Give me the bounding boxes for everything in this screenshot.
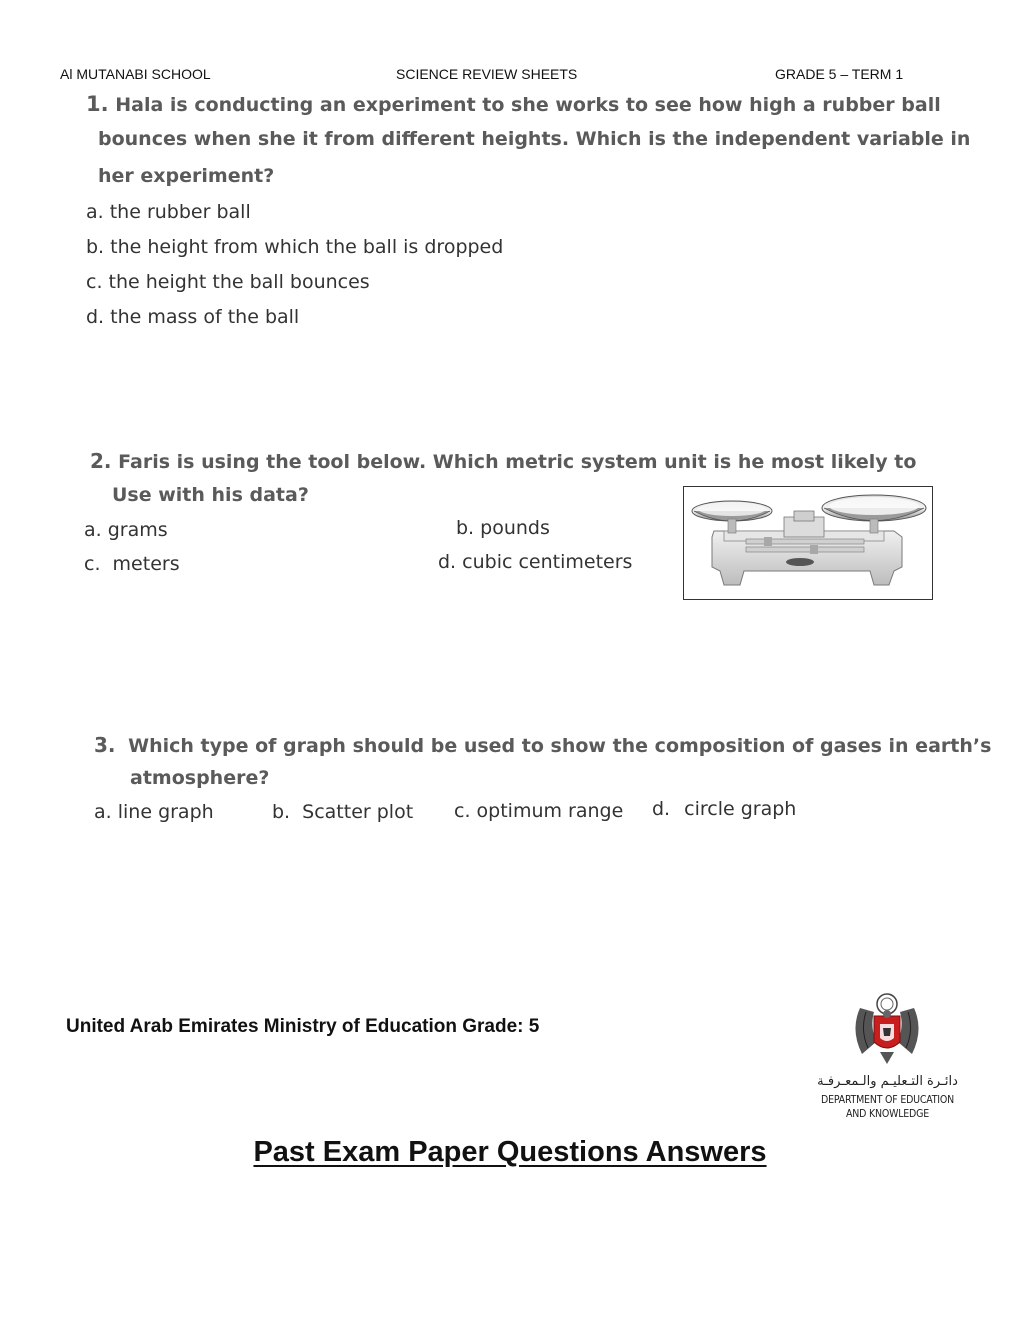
question-3-option-b: b. Scatter plot bbox=[272, 801, 414, 823]
question-3-option-a: a. line graph bbox=[94, 801, 214, 823]
question-1-line-1: 1. Hala is conducting an experiment to she works to see how high a rubber ball bbox=[86, 92, 941, 116]
page-title: Past Exam Paper Questions Answers bbox=[253, 1136, 767, 1168]
question-1-line-2: bounces when she it from different heights. Which is the independent variable in bbox=[98, 128, 971, 150]
question-2-option-d: d. cubic centimeters bbox=[438, 551, 633, 573]
department-logo bbox=[810, 990, 965, 1125]
question-3-line-2: atmosphere? bbox=[130, 767, 270, 789]
question-2-option-a: a. grams bbox=[84, 519, 168, 541]
question-2-option-c: c. meters bbox=[84, 553, 180, 575]
header-school: Al MUTANABI SCHOOL bbox=[60, 66, 211, 82]
question-2-line-1: 2. Faris is using the tool below. Which metric system unit is he most likely to bbox=[90, 449, 917, 473]
question-1-option-b: b. the height from which the ball is dropped bbox=[86, 236, 504, 258]
question-1-option-a: a. the rubber ball bbox=[86, 201, 251, 223]
question-2-line-2: Use with his data? bbox=[112, 484, 309, 506]
question-1-option-d: d. the mass of the ball bbox=[86, 306, 300, 328]
balance-scale-image bbox=[683, 486, 933, 600]
question-1-line-3: her experiment? bbox=[98, 165, 275, 187]
falcon-emblem-icon bbox=[810, 990, 965, 1070]
header-grade-term: GRADE 5 – TERM 1 bbox=[775, 66, 904, 82]
ministry-line: United Arab Emirates Ministry of Education Grade: 5 bbox=[66, 1016, 540, 1037]
question-3-option-d: d. circle graph bbox=[652, 798, 797, 820]
question-2-option-b: b. pounds bbox=[456, 517, 550, 539]
question-3-option-c: c. optimum range bbox=[454, 800, 624, 822]
question-1-option-c: c. the height the ball bounces bbox=[86, 271, 370, 293]
question-3-number: 3. bbox=[94, 733, 116, 757]
logo-arabic-text: دائـرة التـعليـم والـمعـرفـة bbox=[817, 1074, 958, 1089]
header-subject: SCIENCE REVIEW SHEETS bbox=[396, 66, 578, 82]
question-1-number: 1. bbox=[86, 92, 109, 116]
question-2-number: 2. bbox=[90, 449, 112, 473]
question-3-line-1: 3. Which type of graph should be used to show the composition of gases in earth’s bbox=[94, 733, 992, 757]
balance-scale-icon bbox=[684, 487, 931, 598]
logo-english-text: DEPARTMENT OF EDUCATION AND KNOWLEDGE bbox=[821, 1094, 954, 1120]
